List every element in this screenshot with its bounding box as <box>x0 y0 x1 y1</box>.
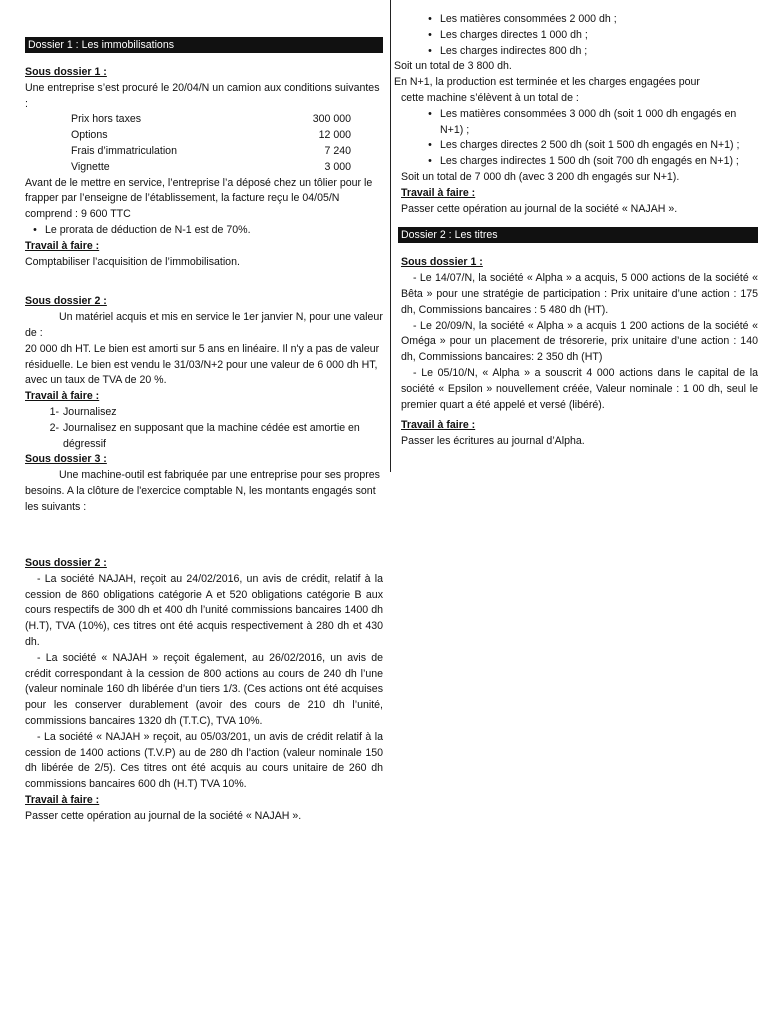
work-text: Passer cette opération au journal de la société « NAJAH ». <box>401 202 678 215</box>
work-title: Travail à faire : <box>401 186 476 199</box>
bottom-section <box>25 556 383 825</box>
price-row: Frais d’immatriculation 7 240 <box>71 144 351 157</box>
bullet-item: • Les charges indirectes 1 500 dh (soit 700 dh engagés en N+1) ; <box>394 154 758 170</box>
price-row: Vignette 3 000 <box>71 160 351 173</box>
numbered-item: 2- Journalisez en supposant que la machine cédée est amortie en dégressif <box>49 421 360 450</box>
sous-dossier-3-title: Sous dossier 3 : <box>25 453 107 466</box>
list-item: - Le 05/10/N, « Alpha » a souscrit 4 000 actions dans le capital de la société « Epsilon » nouvellement créée, Valeur nominale : 1 00 dh, seul le premier quart a été appelé et versé (libéré). <box>401 366 758 411</box>
column-divider <box>390 0 391 472</box>
section-header-dossier-1: Dossier 1 : Les immobilisations <box>25 37 383 53</box>
bullet-icon: • <box>428 139 432 152</box>
bullet-item: • Les charges directes 1 000 dh ; <box>394 28 758 44</box>
work-title: Travail à faire : <box>25 390 100 403</box>
sd3-paragraph: Une machine-outil est fabriquée par une entreprise pour ses propres besoins. A la clôture de l'exercice comptable N, les montants engagés sont les suivants : <box>25 469 380 513</box>
sd2-paragraph: Un matériel acquis et mis en service le 1er janvier N, pour une valeur de : <box>25 311 383 339</box>
bullet-item: • Les charges directes 2 500 dh (soit 1 500 dh engagés en N+1) ; <box>394 138 758 154</box>
bullet-item: • Les matières consommées 2 000 dh ; <box>394 12 758 28</box>
bullet-item: • Les charges indirectes 800 dh ; <box>394 44 758 60</box>
work-text: Passer cette opération au journal de la société « NAJAH ». <box>25 809 302 822</box>
sd1-intro: Une entreprise s’est procuré le 20/04/N un camion aux conditions suivantes : <box>25 81 380 110</box>
work-text: Comptabiliser l’acquisition de l’immobilisation. <box>25 255 240 268</box>
bullet-icon: • <box>428 44 432 57</box>
bullet-item: • Le prorata de déduction de N-1 est de 70%. <box>25 223 383 239</box>
total-text: Soit un total de 7 000 dh (avec 3 200 dh engagés sur N+1). <box>401 170 680 183</box>
sd1-paragraph: Avant de le mettre en service, l’entreprise l’a déposé chez un tôlier pour le frapper par l’enseigne de l’établissement, la facture reçu le 04/05/N comprend : 9 600 TTC <box>25 176 373 221</box>
n1-intro-2: cette machine s’élèvent à un total de : <box>401 91 579 104</box>
work-title: Travail à faire : <box>25 239 100 252</box>
price-row: Prix hors taxes 300 000 <box>71 113 351 126</box>
sous-dossier-1-title: Sous dossier 1 : <box>25 66 107 78</box>
titres-content <box>394 255 758 450</box>
bullet-icon: • <box>428 28 432 41</box>
bullet-icon: • <box>428 13 432 25</box>
list-item: - La société NAJAH, reçoit au 24/02/2016, un avis de crédit, relatif à la cession de 860 obligations catégorie A et 520 obligations catégorie B aux cours respectifs de 300 dh et 400 dh l’unité commissions bancaires 1400 dh (H.T), TVA (10%), ces titres ont été acquis respectivement à 280 dh et 430 dh. <box>25 572 383 648</box>
right-column <box>394 12 758 450</box>
bullet-icon: • <box>428 107 432 120</box>
list-item: - Le 14/07/N, la société « Alpha » a acquis, 5 000 actions de la société « Bêta » pour une stratégie de participation : Prix unitaire d’une action : 175 dh, Commissions bancaires : 5 480 dh (HT). <box>401 272 758 316</box>
bullet-item: • Les matières consommées 3 000 dh (soit 1 000 dh engagés en N+1) ; <box>394 107 758 139</box>
numbered-item: 1- Journalisez <box>49 405 117 418</box>
list-item: - Le 20/09/N, la société « Alpha » a acquis 1 200 actions de la société « Oméga » pour un placement de trésorerie, prix unitaire d’une action : 140 dh, Commissions bancaires: 2 350 dh (HT) <box>401 319 758 364</box>
price-row: Options 12 000 <box>71 129 351 142</box>
list-item: - La société « NAJAH » reçoit, au 05/03/201, un avis de crédit relatif à la cession de 1400 actions (T.V.P) au de 280 dh l’action (valeur nominale 150 dh libérée de 2/5). Ces titres ont été acquis au cours unitaire de 260 dh commissions bancaires 600 dh (H.T) TVA 10%. <box>25 730 383 791</box>
left-column <box>25 37 383 516</box>
sd2-paragraph-2: 20 000 dh HT. Le bien est amorti sur 5 ans en linéaire. Il n'y a pas de valeur résiduelle. Le bien est vendu le 31/03/N+2 pour une valeur de 6 000 dh HT, avec un taux de TVA de 20 %. <box>25 342 380 387</box>
work-title: Travail à faire : <box>401 419 476 432</box>
sous-dossier-2-title: Sous dossier 2 : <box>25 295 107 308</box>
total-text: Soit un total de 3 800 dh. <box>394 60 512 73</box>
work-text: Passer les écritures au journal d’Alpha. <box>401 435 585 448</box>
sous-dossier-2-title: Sous dossier 2 : <box>25 557 107 569</box>
bullet-icon: • <box>428 155 432 168</box>
bullet-icon: • <box>33 223 37 236</box>
list-item: - La société « NAJAH » reçoit également, au 26/02/2016, un avis de crédit correspondant à la cession de 800 actions au cours de 240 dh l’une (valeur nominale 160 dh libérée d’un tiers 1/3. (Ces actions ont été acquises pour les conserver durablement (avoir des cours de 210 dh l’unité, commissions bancaires 1320 dh (T.T.C), TVA 10%. <box>25 651 383 727</box>
section-header-dossier-2: Dossier 2 : Les titres <box>398 227 758 243</box>
n1-intro: En N+1, la production est terminée et les charges engagées pour <box>394 76 700 89</box>
price-table <box>25 112 383 175</box>
work-title: Travail à faire : <box>25 793 100 806</box>
sous-dossier-1-title: Sous dossier 1 : <box>401 256 483 269</box>
